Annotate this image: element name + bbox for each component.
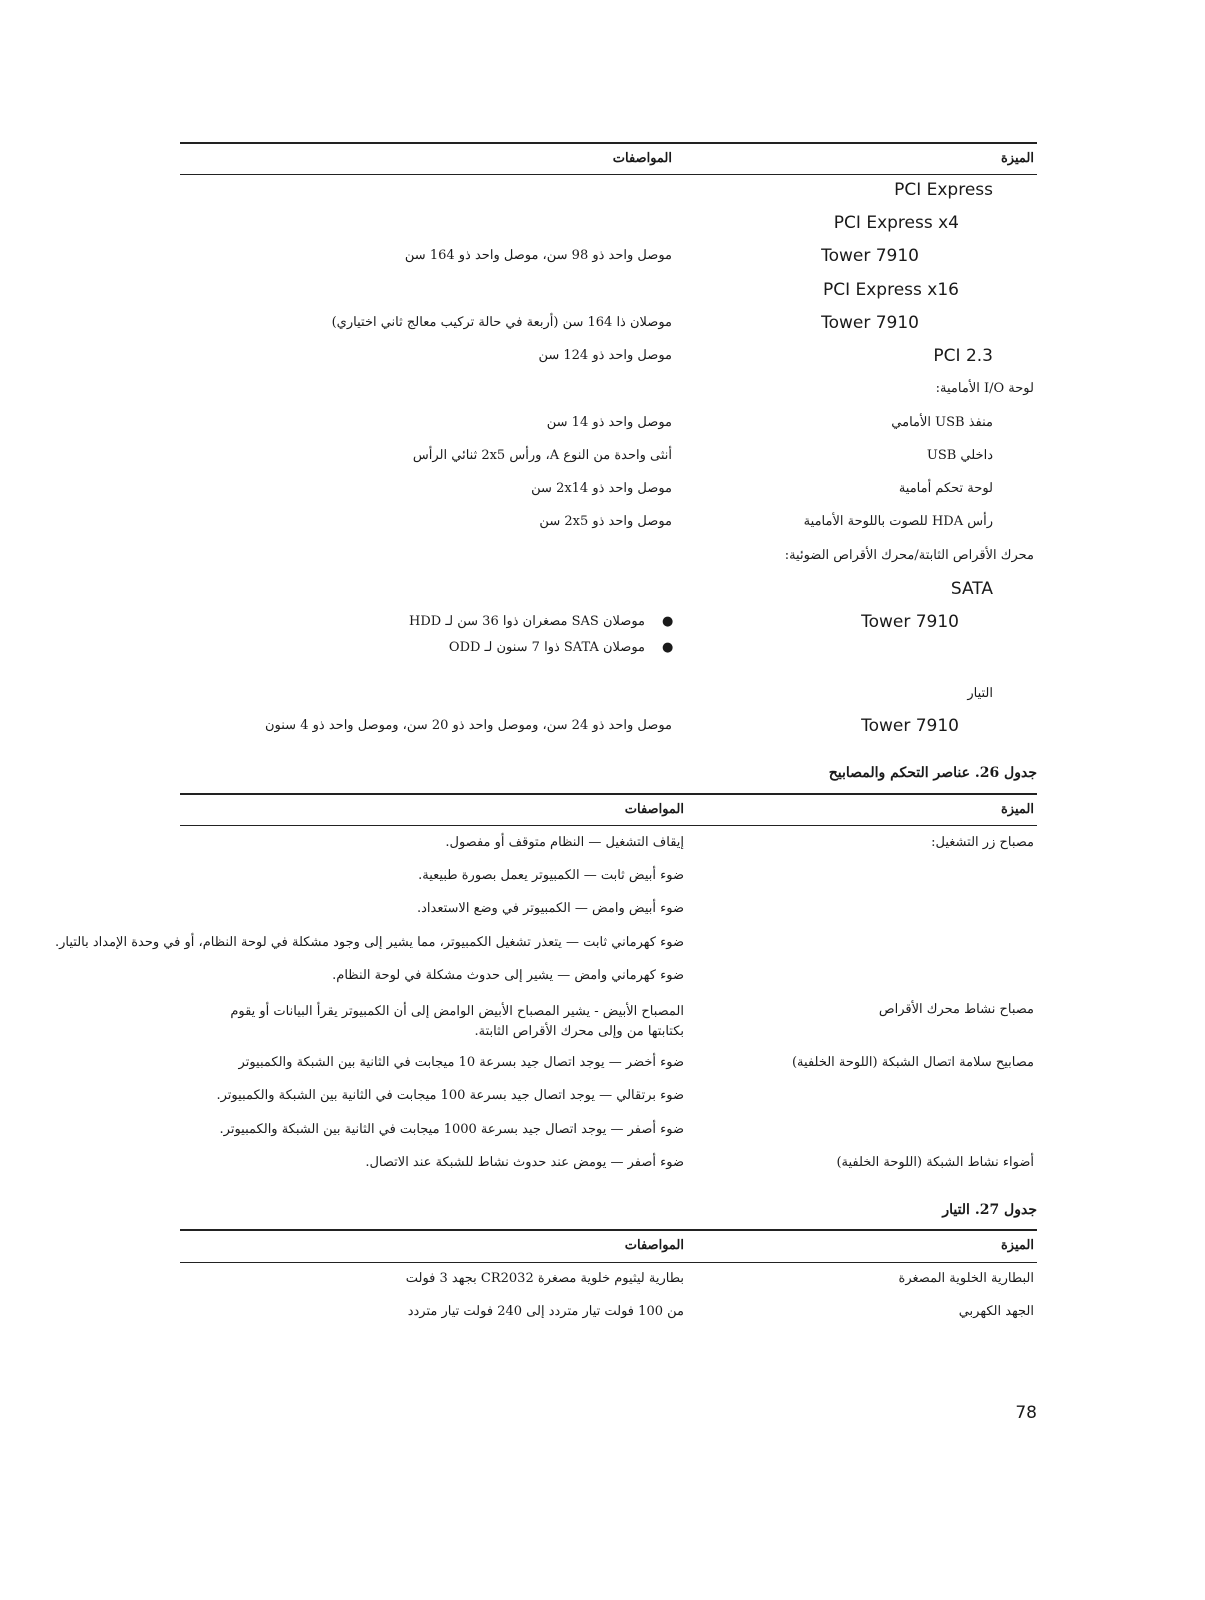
- table1-row-spec: موصل واحد ذو 2x5 سن: [539, 514, 672, 529]
- table1-row-feature: التيار: [967, 686, 993, 701]
- table26-header-rule: [180, 825, 1037, 826]
- table27-header-rule: [180, 1262, 1037, 1263]
- table26-row-spec: المصباح الأبيض - يشير المصباح الأبيض الوامض إلى أن الكمبيوتر يقرأ البيانات أو يقوم بكتابتها من وإلى محرك الأقراص الثابتة.: [230, 1004, 684, 1039]
- bullet-icon: ●: [662, 640, 674, 655]
- table1-row-spec: موصل واحد ذو 98 سن، موصل واحد ذو 164 سن: [404, 248, 672, 263]
- table26-row-feature: مصباح نشاط محرك الأقراص: [878, 1002, 1034, 1017]
- table27-row-spec: بطارية ليثيوم خلوية مصغرة CR2032 بجهد 3 فولت: [405, 1271, 684, 1286]
- table26-row-spec: ضوء أخضر — يوجد اتصال جيد بسرعة 10 ميجابت في الثانية بين الشبكة والكمبيوتر: [238, 1055, 684, 1070]
- table26-row-spec: إيقاف التشغيل — النظام متوقف أو مفصول.: [445, 835, 684, 850]
- table27-header-feature: الميزة: [1001, 1238, 1034, 1253]
- table1-row-feature: لوحة تحكم أمامية: [898, 481, 993, 496]
- table27-row-spec: من 100 فولت تيار متردد إلى 240 فولت تيار متردد: [407, 1304, 684, 1319]
- table1-row-spec: موصلان ذا 164 سن (أربعة في حالة تركيب معالج ثاني اختياري): [331, 315, 672, 330]
- table26-row-spec: ضوء برتقالي — يوجد اتصال جيد بسرعة 100 ميجابت في الثانية بين الشبكة والكمبيوتر.: [216, 1088, 684, 1103]
- table26-row-spec: ضوء أصفر — يومض عند حدوث نشاط للشبكة عند الاتصال.: [365, 1155, 684, 1170]
- table1-row-spec: أنثى واحدة من النوع A، ورأس 2x5 ثنائي الرأس: [412, 448, 672, 463]
- table1-row-spec: موصل واحد ذو 24 سن، وموصل واحد ذو 20 سن، وموصل واحد ذو 4 سنون: [265, 718, 672, 733]
- table1-row-feature: Tower 7910: [861, 612, 959, 632]
- table26-row-spec: ضوء كهرماني وامض — يشير إلى حدوث مشكلة في لوحة النظام.: [332, 968, 684, 983]
- table1-row-feature: لوحة I/O الأمامية:: [935, 381, 1034, 396]
- table1-row-feature: Tower 7910: [821, 246, 919, 266]
- table1-top-rule: [180, 142, 1037, 144]
- table26-header-feature: الميزة: [1001, 802, 1034, 817]
- table1-row-feature: PCI Express x4: [833, 213, 959, 233]
- table1-row-spec: موصل واحد ذو 2x14 سن: [531, 481, 672, 496]
- table1-header-rule: [180, 174, 1037, 175]
- table1-row-feature: PCI 2.3: [933, 346, 993, 366]
- table27-top-rule: [180, 1229, 1037, 1231]
- table1-row-spec: موصل واحد ذو 124 سن: [538, 348, 672, 363]
- bullet-icon: ●: [662, 614, 674, 629]
- table26-caption: جدول 26. عناصر التحكم والمصابيح: [828, 765, 1037, 781]
- table1-row-feature: رأس HDA للصوت باللوحة الأمامية: [803, 514, 993, 529]
- table1-row-spec-bullet: موصلان SATA ذوا 7 سنون لـ ODD: [448, 640, 645, 655]
- table1-row-feature: منفذ USB الأمامي: [891, 415, 993, 430]
- page-number: 78: [1015, 1403, 1037, 1423]
- table26-row-feature: مصباح زر التشغيل:: [931, 835, 1034, 850]
- table1-header-feature: الميزة: [1001, 151, 1034, 166]
- table26-row-feature: مصابيح سلامة اتصال الشبكة (اللوحة الخلفية): [791, 1055, 1034, 1070]
- table26-row-spec: ضوء أصفر — يوجد اتصال جيد بسرعة 1000 ميجابت في الثانية بين الشبكة والكمبيوتر.: [219, 1122, 684, 1137]
- table27-row-feature: البطارية الخلوية المصغرة: [898, 1271, 1034, 1286]
- table26-row-feature: أضواء نشاط الشبكة (اللوحة الخلفية): [836, 1155, 1034, 1170]
- table1-row-feature: Tower 7910: [861, 716, 959, 736]
- table26-row-spec: ضوء أبيض ثابت — الكمبيوتر يعمل بصورة طبيعية.: [418, 868, 684, 883]
- table1-row-feature: PCI Express x16: [822, 280, 959, 300]
- table1-row-feature: SATA: [950, 579, 993, 599]
- table1-header-spec: المواصفات: [612, 151, 672, 166]
- table27-row-feature: الجهد الكهربي: [958, 1304, 1034, 1319]
- table1-row-spec: موصل واحد ذو 14 سن: [546, 415, 672, 430]
- table1-row-feature: Tower 7910: [821, 313, 919, 333]
- table27-caption: جدول 27. التيار: [942, 1202, 1037, 1218]
- table26-header-spec: المواصفات: [624, 802, 684, 817]
- table26-row-spec: ضوء كهرماني ثابت — يتعذر تشغيل الكمبيوتر، مما يشير إلى وجود مشكلة في لوحة النظام، أو في وحدة الإمداد بالتيار.: [54, 935, 684, 950]
- table1-row-spec-bullet: موصلان SAS مصغران ذوا 36 سن لـ HDD: [409, 614, 645, 629]
- table1-row-feature: محرك الأقراص الثابتة/محرك الأقراص الضوئية:: [784, 548, 1034, 563]
- table27-header-spec: المواصفات: [624, 1238, 684, 1253]
- table1-row-feature: USB داخلي: [926, 448, 993, 463]
- table26-top-rule: [180, 793, 1037, 795]
- table1-row-feature: PCI Express: [894, 180, 993, 200]
- table26-row-spec: ضوء أبيض وامض — الكمبيوتر في وضع الاستعداد.: [416, 901, 684, 916]
